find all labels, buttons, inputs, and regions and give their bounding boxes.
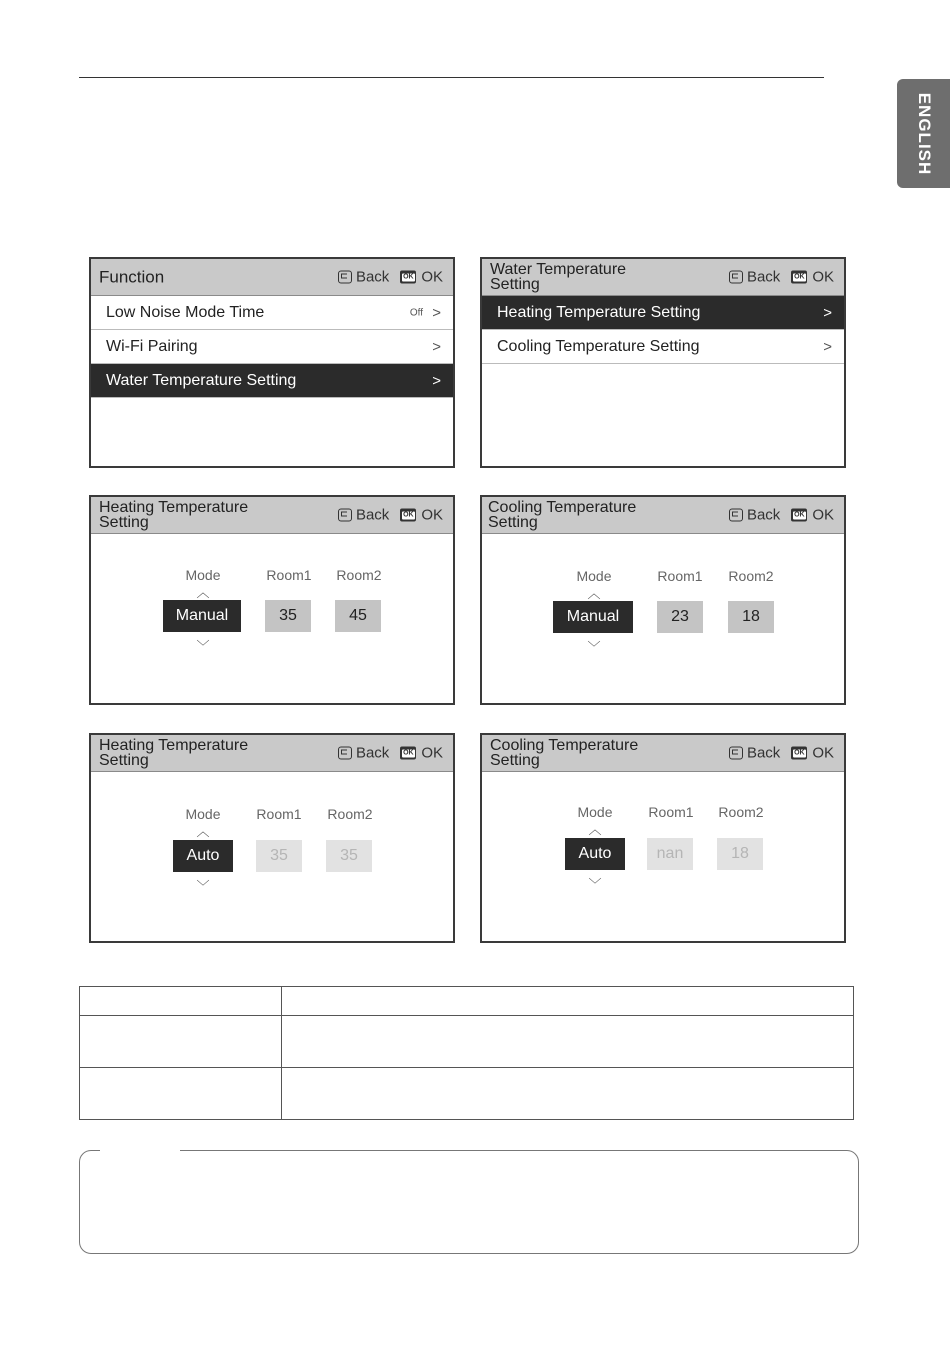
chevron-up-icon[interactable]: ︿	[588, 822, 602, 837]
back-icon[interactable]	[338, 271, 352, 284]
back-icon[interactable]	[338, 747, 352, 760]
screen-title: Heating Temperature Setting	[99, 737, 249, 769]
table-cell	[80, 1068, 282, 1120]
menu-item-low-noise[interactable]	[91, 296, 453, 330]
header-actions	[338, 269, 443, 286]
mode-value[interactable]: Auto	[173, 840, 233, 872]
chevron-right-icon: >	[432, 304, 441, 321]
screen-header	[482, 259, 844, 296]
description-table	[79, 986, 854, 1120]
room2-value: 35	[326, 840, 372, 872]
room1-label: Room1	[256, 806, 302, 822]
room2-value: 18	[717, 838, 763, 870]
table-row	[80, 1068, 854, 1120]
menu-item-label: Heating Temperature Setting	[497, 303, 701, 321]
room1-label: Room1	[648, 804, 694, 820]
language-tab-label: ENGLISH	[914, 92, 934, 175]
room1-value: nan	[647, 838, 693, 870]
back-label[interactable]: Back	[746, 744, 781, 762]
top-rule	[79, 77, 824, 78]
screen-header	[91, 497, 453, 534]
setting-body	[482, 772, 844, 940]
chevron-right-icon: >	[432, 338, 441, 355]
menu-item-heating-temperature[interactable]	[482, 296, 844, 330]
room1-value[interactable]: 35	[265, 600, 311, 632]
mode-value[interactable]: Manual	[553, 601, 633, 633]
room2-label: Room2	[718, 804, 764, 820]
ok-icon[interactable]: OK	[791, 747, 807, 760]
chevron-down-icon[interactable]: ﹀	[587, 640, 601, 655]
screen-title: Cooling Temperature Setting	[490, 737, 639, 769]
header-actions	[729, 507, 834, 524]
mode-label: Mode	[185, 567, 221, 583]
room2-value[interactable]: 45	[335, 600, 381, 632]
back-icon[interactable]	[729, 509, 743, 522]
cooling-manual-screen	[480, 495, 846, 705]
heating-auto-screen	[89, 733, 455, 943]
menu-item-wifi-pairing[interactable]	[91, 330, 453, 364]
ok-label[interactable]: OK	[812, 506, 834, 524]
chevron-down-icon[interactable]: ﹀	[588, 877, 602, 892]
table-cell	[282, 987, 854, 1016]
ok-label[interactable]: OK	[421, 268, 443, 286]
chevron-up-icon[interactable]: ︿	[196, 824, 210, 839]
mode-label: Mode	[577, 804, 613, 820]
menu-item-label: Cooling Temperature Setting	[497, 337, 700, 355]
table-row	[80, 1016, 854, 1068]
note-tab	[100, 1149, 180, 1153]
note-box	[79, 1150, 859, 1254]
setting-body	[91, 772, 453, 940]
language-tab	[897, 79, 950, 188]
mode-label: Mode	[185, 806, 221, 822]
ok-label[interactable]: OK	[812, 268, 834, 286]
table-cell	[80, 987, 282, 1016]
heating-manual-screen	[89, 495, 455, 705]
header-actions	[729, 745, 834, 762]
back-icon[interactable]	[729, 747, 743, 760]
back-label[interactable]: Back	[746, 506, 781, 524]
chevron-up-icon[interactable]: ︿	[587, 586, 601, 601]
table-row	[80, 987, 854, 1016]
mode-value[interactable]: Manual	[163, 600, 241, 632]
chevron-down-icon[interactable]: ﹀	[196, 879, 210, 894]
ok-icon[interactable]: OK	[400, 509, 416, 522]
room2-label: Room2	[728, 568, 774, 584]
room1-value[interactable]: 23	[657, 601, 703, 633]
back-label[interactable]: Back	[355, 506, 390, 524]
screen-title: Water Temperature Setting	[490, 261, 627, 293]
ok-icon[interactable]: OK	[400, 271, 416, 284]
setting-body	[482, 534, 844, 702]
room2-value[interactable]: 18	[728, 601, 774, 633]
room1-value: 35	[256, 840, 302, 872]
screen-header	[482, 735, 844, 772]
menu-item-water-temperature[interactable]	[91, 364, 453, 398]
chevron-right-icon: >	[823, 304, 832, 321]
room1-label: Room1	[266, 567, 312, 583]
screen-title: Cooling Temperature Setting	[488, 499, 637, 531]
cooling-auto-screen	[480, 733, 846, 943]
screen-header	[482, 497, 844, 534]
ok-icon[interactable]: OK	[791, 271, 807, 284]
chevron-right-icon: >	[823, 338, 832, 355]
menu-item-cooling-temperature[interactable]	[482, 330, 844, 364]
header-actions	[338, 745, 443, 762]
chevron-down-icon[interactable]: ﹀	[196, 639, 210, 654]
chevron-right-icon: >	[432, 372, 441, 389]
room2-label: Room2	[336, 567, 382, 583]
table-cell	[282, 1068, 854, 1120]
room1-label: Room1	[657, 568, 703, 584]
back-icon[interactable]	[729, 271, 743, 284]
table-cell	[282, 1016, 854, 1068]
ok-label[interactable]: OK	[421, 506, 443, 524]
ok-label[interactable]: OK	[421, 744, 443, 762]
setting-body	[91, 534, 453, 702]
table-cell	[80, 1016, 282, 1068]
menu-item-value: Off	[409, 307, 423, 318]
menu-item-label: Low Noise Mode Time	[106, 303, 265, 321]
ok-label[interactable]: OK	[812, 744, 834, 762]
menu-item-label: Water Temperature Setting	[106, 371, 297, 389]
menu-item-label: Wi-Fi Pairing	[106, 337, 198, 355]
ok-icon[interactable]: OK	[791, 509, 807, 522]
chevron-up-icon[interactable]: ︿	[196, 585, 210, 600]
mode-value[interactable]: Auto	[565, 838, 625, 870]
function-screen	[89, 257, 455, 468]
back-label[interactable]: Back	[746, 268, 781, 286]
ok-icon[interactable]: OK	[400, 747, 416, 760]
header-actions	[338, 507, 443, 524]
back-icon[interactable]	[338, 509, 352, 522]
back-label[interactable]: Back	[355, 744, 390, 762]
back-label[interactable]: Back	[355, 268, 390, 286]
screen-header	[91, 735, 453, 772]
room2-label: Room2	[327, 806, 373, 822]
screen-title: Heating Temperature Setting	[99, 499, 249, 531]
header-actions	[729, 269, 834, 286]
screen-header	[91, 259, 453, 296]
water-temperature-screen	[480, 257, 846, 468]
mode-label: Mode	[576, 568, 612, 584]
screen-title: Function	[99, 267, 165, 287]
